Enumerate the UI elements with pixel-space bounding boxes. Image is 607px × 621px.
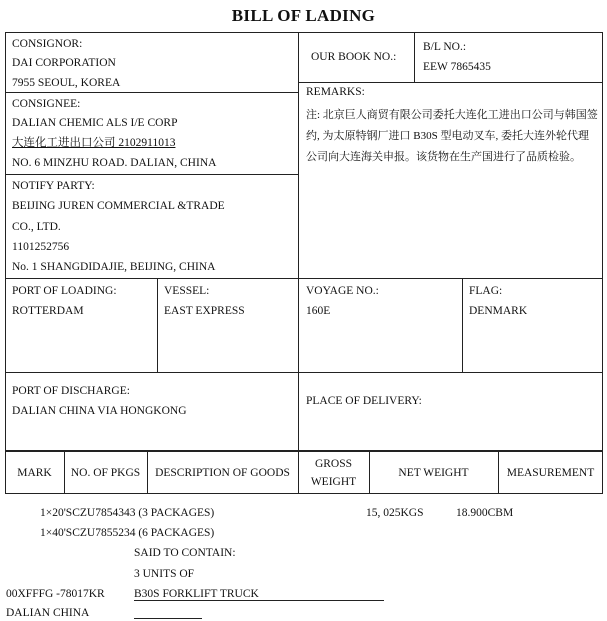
shipping-mark-2: DALIAN CHINA — [6, 607, 90, 619]
flag-label: FLAG: — [469, 285, 503, 297]
voyage-no-label: VOYAGE NO.: — [306, 285, 379, 297]
header-gross: GROSS — [314, 457, 353, 470]
bottom-short-underline — [134, 618, 202, 619]
measurement-value: 18.900CBM — [456, 507, 514, 519]
remarks-label: REMARKS: — [306, 86, 365, 98]
shipping-mark-1: 00XFFFG -78017KR — [6, 588, 105, 600]
consignee-cn-name: 大连化工进出口公司 2102911013 — [12, 137, 176, 149]
container-line-2: 1×40'SCZU7855234 (6 PACKAGES) — [40, 527, 215, 539]
header-mark: MARK — [17, 466, 52, 479]
consignor-bottom-line — [5, 92, 298, 93]
consignee-bottom-line — [5, 174, 298, 175]
flag-left-divider — [462, 278, 463, 372]
loading-row-bottom-line — [5, 372, 603, 373]
vessel-value: EAST EXPRESS — [164, 305, 245, 317]
our-book-no-label: OUR BOOK NO.: — [311, 51, 397, 63]
header-net-weight: NET WEIGHT — [398, 466, 469, 479]
document-title: BILL OF LADING — [231, 6, 376, 25]
book-bl-bottom-line — [298, 82, 603, 83]
consignee-label: CONSIGNEE: — [12, 98, 81, 110]
loading-row-top-line — [5, 278, 603, 279]
consignee-name: DALIAN CHEMIC ALS I/E CORP — [12, 117, 178, 129]
bl-no-label: B/L NO.: — [423, 41, 467, 53]
consignor-name: DAI CORPORATION — [12, 57, 116, 69]
port-of-loading-label: PORT OF LOADING: — [12, 285, 117, 297]
flag-value: DENMARK — [469, 305, 528, 317]
net-weight-value: 15, 025KGS — [366, 507, 424, 519]
consignee-address: NO. 6 MINZHU ROAD. DALIAN, CHINA — [12, 157, 217, 169]
place-of-delivery-label: PLACE OF DELIVERY: — [306, 395, 422, 407]
consignor-address: 7955 SEOUL, KOREA — [12, 77, 121, 89]
discharge-divider — [298, 372, 299, 451]
bl-no-value: EEW 7865435 — [423, 61, 491, 73]
header-description: DESCRIPTION OF GOODS — [155, 466, 290, 479]
vessel-left-divider — [157, 278, 158, 372]
notify-party-line1: BEIJING JUREN COMMERCIAL &TRADE — [12, 200, 225, 212]
column-divider — [298, 32, 299, 372]
notify-party-label: NOTIFY PARTY: — [12, 180, 95, 192]
voyage-no-value: 160E — [306, 305, 331, 317]
header-weight: WEIGHT — [310, 475, 357, 488]
port-of-discharge-value: DALIAN CHINA VIA HONGKONG — [12, 405, 187, 417]
port-of-loading-value: ROTTERDAM — [12, 305, 84, 317]
vessel-label: VESSEL: — [164, 285, 210, 297]
units-of: 3 UNITS OF — [134, 568, 195, 580]
consignor-label: CONSIGNOR: — [12, 38, 83, 50]
notify-party-address: No. 1 SHANGDIDAJIE, BEIJING, CHINA — [12, 261, 216, 273]
said-to-contain: SAID TO CONTAIN: — [134, 547, 236, 559]
goods-description: B30S FORKLIFT TRUCK — [134, 588, 259, 600]
port-of-discharge-label: PORT OF DISCHARGE: — [12, 385, 130, 397]
book-bl-divider — [414, 32, 415, 82]
container-line-1: 1×20'SCZU7854343 (3 PACKAGES) — [40, 507, 215, 519]
goods-underline — [134, 600, 384, 601]
remarks-text: 注: 北京巨人商贸有限公司委托大连化工进出口公司与韩国签约, 为太原特钢厂进口 B30S 型电动叉车, 委托大连外轮代理公司向大连海关申报。该货物在生产国进行了品质检验。 — [306, 109, 598, 163]
header-no-of-pkgs: NO. OF PKGS — [70, 466, 141, 479]
header-measurement: MEASUREMENT — [506, 466, 595, 479]
notify-party-line2: CO., LTD. — [12, 221, 61, 233]
header-gross-weight — [298, 452, 369, 493]
notify-party-code: 1101252756 — [12, 241, 70, 253]
